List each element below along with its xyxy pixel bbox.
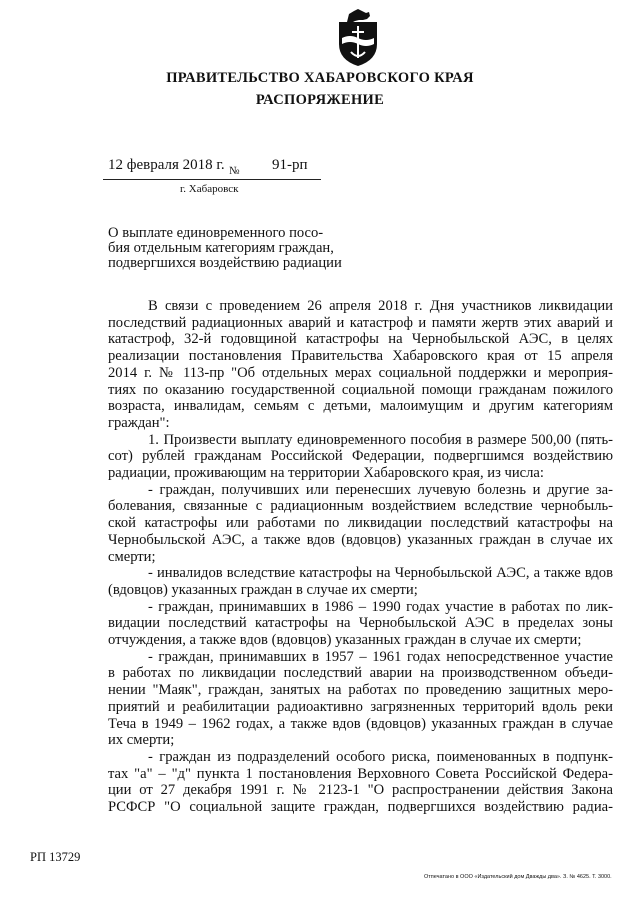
body-line: их смерти; — [108, 732, 175, 749]
body-line: болевания, связанные с радиационным воздействием вследствие чернобыль- — [108, 498, 613, 515]
body-line: радиации, проживающим на территории Хабаровского края, из числа: — [108, 465, 544, 482]
document-code: РП 13729 — [30, 850, 81, 864]
document-body — [108, 298, 613, 816]
subject-line: подвергшихся воздействию радиации — [108, 255, 342, 271]
body-line: (вдовцов) указанных граждан в случае их смерти; — [108, 581, 418, 598]
document-city: г. Хабаровск — [180, 183, 239, 195]
subject-line: бия отдельным категориям граждан, — [108, 240, 334, 256]
body-line: ской катастрофы или работами по ликвидации последствий катастрофы на — [108, 515, 613, 532]
body-line: - граждан из подразделений особого риска, поименованных в подпунк- — [148, 748, 613, 765]
document-number: 91-рп — [272, 157, 308, 173]
body-line: возраста, инвалидам, семьям с детьми, малоимущим и другим категориям — [108, 398, 613, 415]
body-line: 2014 г. № 113-пр "Об отдельных мерах социальной поддержки и мероприя- — [108, 364, 613, 381]
body-line: последствий радиационных аварий и катастроф и памяти жертв этих аварий и — [108, 314, 613, 331]
print-note: Отпечатано в ООО «Издательский дом Дважды два». З. № 4625. Т. 3000. — [424, 874, 612, 880]
body-line: в работах по ликвидации последствий аварии на производственном объеди- — [108, 665, 613, 682]
number-label: № — [229, 165, 240, 177]
body-line: нении "Маяк", граждан, занятых на работах по проведению защитных меро- — [108, 682, 613, 699]
body-line: РСФСР "О социальной защите граждан, подвергшихся воздействию радиа- — [108, 799, 613, 816]
body-line: отчуждения, а также вдов (вдовцов) указанных граждан в случае их смерти; — [108, 632, 582, 649]
body-line: смерти; — [108, 548, 156, 565]
body-line: - граждан, принимавших в 1957 – 1961 годах непосредственное участие — [148, 648, 613, 665]
body-line: - инвалидов вследствие катастрофы на Чернобыльской АЭС, а также вдов — [148, 565, 613, 582]
document-date: 12 февраля 2018 г. — [108, 157, 225, 173]
subject-block — [108, 226, 348, 271]
body-line: граждан": — [108, 414, 170, 431]
body-line: Теча в 1949 – 1962 годах, а также вдов (вдовцов) указанных граждан в случае — [108, 715, 613, 732]
body-line: тиях по оказанию государственной социальной помощи гражданам пожилого — [108, 381, 613, 398]
body-line: - граждан, получивших или перенесших лучевую болезнь и другие за- — [148, 481, 613, 498]
subject-line: О выплате единовременного посо- — [108, 225, 324, 241]
body-line: 1. Произвести выплату единовременного пособия в размере 500,00 (пять- — [148, 431, 613, 448]
body-line: тах "а" – "д" пункта 1 постановления Верховного Совета Российской Федера- — [108, 765, 613, 782]
body-line: сот) рублей гражданам Российской Федерации, подвергшимся воздействию — [108, 448, 613, 465]
coat-of-arms-icon — [333, 8, 383, 68]
body-line: ции от 27 декабря 1991 г. № 2123-1 "О распространении действия Закона — [108, 782, 613, 799]
body-line: - граждан, принимавших в 1986 – 1990 годах участие в работах по лик- — [148, 598, 613, 615]
body-line: видации последствий катастрофы на Чернобыльской АЭС в пределах зоны — [108, 615, 613, 632]
body-line: Чернобыльской АЭС, а также вдов (вдовцов) указанных граждан в случае их — [108, 531, 613, 548]
org-title: ПРАВИТЕЛЬСТВО ХАБАРОВСКОГО КРАЯ — [166, 70, 474, 86]
body-line: реализации постановления Правительства Хабаровского края от 15 апреля — [108, 348, 613, 365]
date-underline — [103, 179, 321, 180]
body-line: В связи с проведением 26 апреля 2018 г. Дня участников ликвидации — [148, 298, 613, 314]
body-line: катастроф, 32-й годовщиной катастрофы на Чернобыльской АЭС, в целях — [108, 331, 613, 348]
body-line: приятий и реабилитации радиоактивно загрязненных территорий вдоль реки — [108, 698, 613, 715]
document-type: РАСПОРЯЖЕНИЕ — [255, 92, 385, 108]
